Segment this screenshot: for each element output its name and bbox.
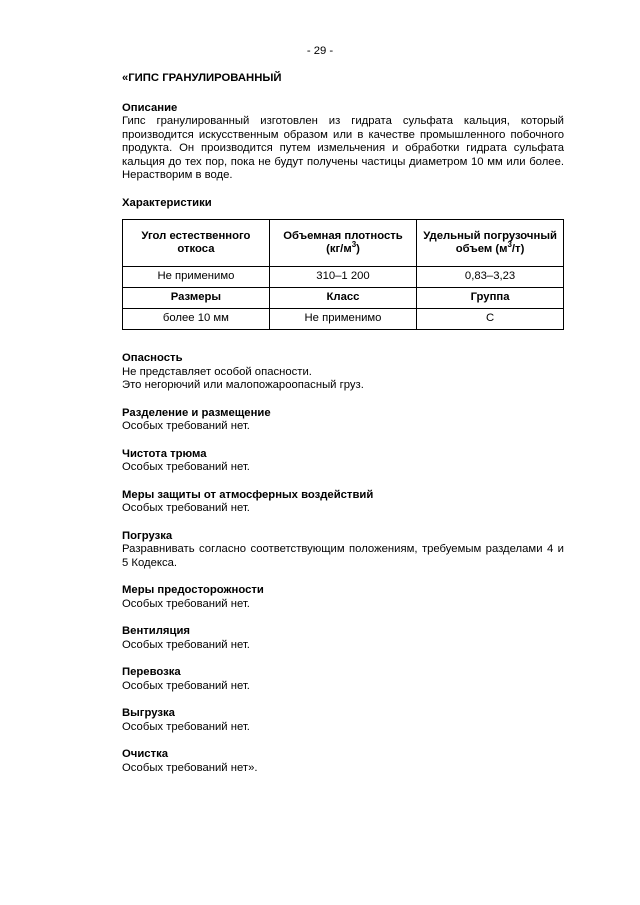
characteristics-section <box>122 197 564 331</box>
section-line: Особых требований нет. <box>122 420 250 432</box>
segregation-section <box>122 407 564 434</box>
hazard-section <box>122 352 564 393</box>
header-size: Размеры <box>123 288 270 309</box>
value-stowage-factor: 0,83–3,23 <box>417 267 564 288</box>
section-heading: Перевозка <box>122 666 181 678</box>
weather-precautions-section <box>122 489 564 516</box>
value-class: Не применимо <box>269 309 416 330</box>
section-line: Особых требований нет. <box>122 597 250 610</box>
value-group: C <box>417 309 564 330</box>
clean-up-section <box>122 748 564 775</box>
table-value-row-1 <box>123 267 564 288</box>
characteristics-table <box>122 219 564 330</box>
header-stowage-factor: Удельный погрузочный объем $(м^3/т)$ <box>417 220 564 267</box>
value-angle-of-repose: Не применимо <box>123 267 270 288</box>
section-heading: Меры предосторожности <box>122 584 264 596</box>
loading-section <box>122 530 564 571</box>
value-bulk-density: 310–1 200 <box>269 267 416 288</box>
section-heading: Опасность <box>122 352 183 364</box>
description-text: Гипс гранулированный изготовлен из гидрата сульфата кальция, который производится искусственным образом или в качестве промышленного побочного продукта. Он производится путем измельчения и обработки гидрата сульфата кальция до тех пор, пока не будут получены частицы диаметром 10 мм или более. Нерастворим в воде. <box>122 115 564 181</box>
header-bulk-density: Объемная плотность $(кг/м^3)$ <box>269 220 416 267</box>
table-header-row-2 <box>123 288 564 309</box>
section-heading: Чистота трюма <box>122 447 207 460</box>
carriage-section <box>122 666 564 693</box>
page-number: - 29 - <box>306 45 334 57</box>
table-header-row-1 <box>123 220 564 267</box>
description-section <box>122 102 564 183</box>
header-angle-of-repose: Угол естественного откоса <box>123 220 270 267</box>
section-line: Особых требований нет. <box>122 502 250 514</box>
section-line: Особых требований нет. <box>122 720 250 733</box>
section-line: Особых требований нет». <box>122 761 258 774</box>
document-body <box>122 72 564 789</box>
ventilation-section <box>122 625 564 652</box>
hold-cleanliness-section <box>122 448 564 475</box>
section-line: Не представляет особой опасности. <box>122 365 312 378</box>
section-heading: Вентиляция <box>122 625 190 637</box>
section-heading: Разделение и размещение <box>122 406 271 419</box>
section-heading: Меры защиты от атмосферных воздействий <box>122 488 374 501</box>
discharge-section <box>122 707 564 734</box>
section-line: Разравнивать согласно соответствующим положениям, требуемым разделами 4 и 5 Кодекса. <box>122 543 564 569</box>
header-class: Класс <box>269 288 416 309</box>
description-heading: Описание <box>122 101 178 114</box>
section-line: Особых требований нет. <box>122 679 250 692</box>
value-size: более 10 мм <box>123 309 270 330</box>
characteristics-heading: Характеристики <box>122 196 212 209</box>
cargo-title: «ГИПС ГРАНУЛИРОВАННЫЙ <box>122 72 282 84</box>
header-group: Группа <box>417 288 564 309</box>
section-heading: Погрузка <box>122 529 173 542</box>
section-line: Особых требований нет. <box>122 461 250 473</box>
table-value-row-2 <box>123 309 564 330</box>
section-heading: Выгрузка <box>122 707 175 719</box>
section-heading: Очистка <box>122 748 169 760</box>
section-line: Это негорючий или малопожароопасный груз. <box>122 379 364 391</box>
section-line: Особых требований нет. <box>122 638 250 651</box>
precautions-section <box>122 584 564 611</box>
